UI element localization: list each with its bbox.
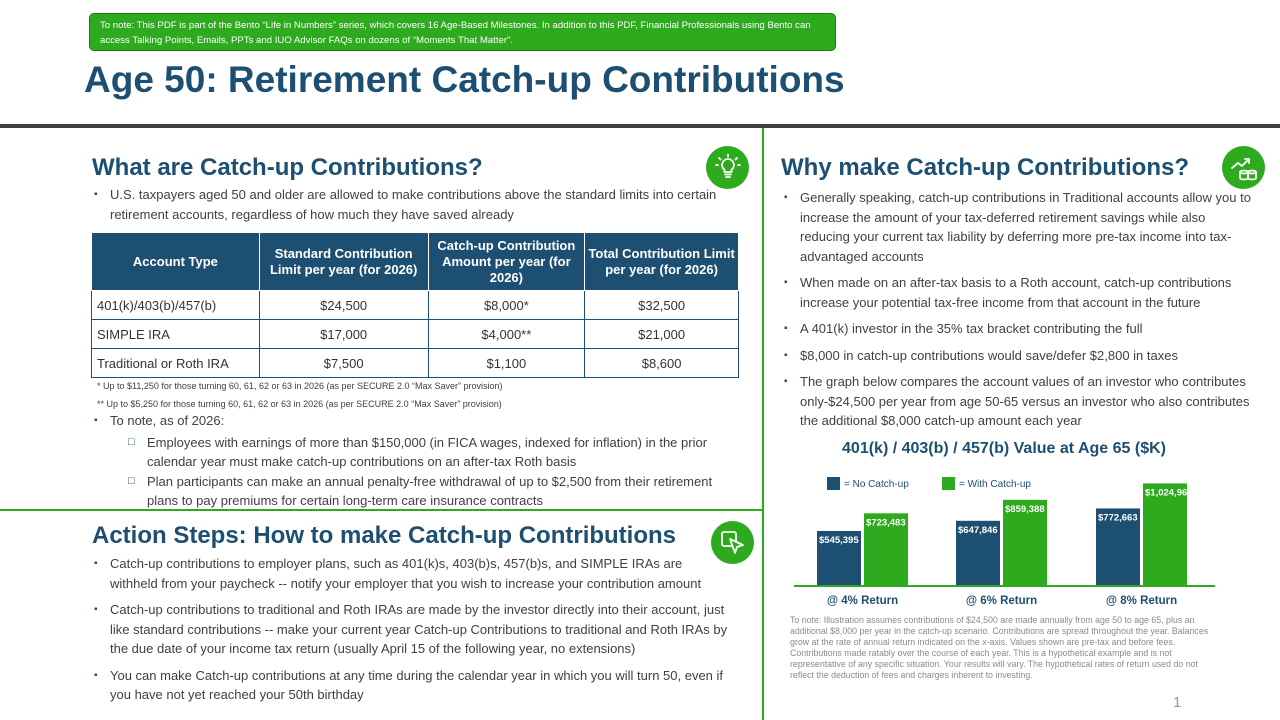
- bar-value-label: $1,024,961: [1145, 487, 1193, 499]
- table-row: [92, 349, 739, 378]
- action-step-item: ▪ Catch-up contributions to employer plans, such as 401(k)s, 403(b)s, 457(b)s, and SIMPLE IRAs are withheld from your paycheck -- notify your employer that you wish to increase your contribution amount: [92, 554, 732, 593]
- why-reason-item: ▪ When made on an after-tax basis to a Roth account, catch-up contributions increase your potential tax-free income from that account in the future: [782, 273, 1252, 312]
- table-cell: 401(k)/403(b)/457(b): [92, 291, 260, 320]
- table-row: [92, 291, 739, 320]
- note-sublist: [110, 433, 742, 511]
- note-sub-item: □ Plan participants can make an annual penalty-free withdrawal of up to $2,500 from their retirement plans to pay premiums for certain long-term care insurance contracts: [110, 472, 742, 511]
- why-section-heading: Why make Catch-up Contributions?: [781, 154, 1189, 181]
- why-reason-item: ▪ Generally speaking, catch-up contributions in Traditional accounts allow you to increase the amount of your tax-deferred retirement savings while also reducing your current tax liability by deferring more pre-tax income into tax-advantaged accounts: [782, 188, 1252, 266]
- series-note-banner: To note: This PDF is part of the Bento “Life in Numbers” series, which covers 16 Age-Based Milestones. In addition to this PDF, Financial Professionals using Bento can access Talking Points, Emails, PPTs and IUO Advisor FAQs on dozens of “Moments That Matter”.: [89, 13, 836, 51]
- why-reason-item: ▪ A 401(k) investor in the 35% tax bracket contributing the full: [782, 319, 1252, 339]
- what-intro-bullet: ▪ U.S. taxpayers aged 50 and older are allowed to make contributions above the standard limits into certain retirement accounts, regardless of how much they have saved already: [92, 185, 732, 224]
- table-header-cell: Total Contribution Limit per year (for 2026): [585, 233, 739, 291]
- footnote-simple-ira: * Up to $11,250 for those turning 60, 61, 62 or 63 in 2026 (as per SECURE 2.0 “Max Saver” provision): [97, 381, 503, 391]
- table-cell: $7,500: [259, 349, 428, 378]
- action-step-item: ▪ You can make Catch-up contributions at any time during the calendar year in which you will turn 50, even if you have not yet reached your 50th birthday: [92, 666, 732, 705]
- table-cell: $8,000*: [428, 291, 585, 320]
- bar-value-label: $859,388: [1005, 503, 1045, 515]
- category-label: @ 8% Return: [1105, 595, 1178, 607]
- legend-swatch: [942, 477, 955, 490]
- chart-disclaimer: To note: Illustration assumes contributions of $24,500 are made annually from age 50 to age 65, plus an additional $8,000 per year in the catch-up scenario. Contributions are spread throughout the year. Balances grow at the rate of annual return indicated on the x-axis. Values shown are pre-tax and before fees. Contributions made ratably over the course of each year. This is a hypothetical example and is not representative of any specific situation. Your results will vary. The hypothetical rates of return used do not reflect the deduction of fees and charges inherent to investing.: [790, 615, 1209, 680]
- page-number: 1: [1173, 694, 1182, 711]
- page-title: Age 50: Retirement Catch-up Contributions: [84, 59, 845, 100]
- table-cell: $4,000**: [428, 320, 585, 349]
- action-step-item: ▪ Catch-up contributions to traditional and Roth IRAs are made by the investor directly into their account, just like standard contributions -- make your current year Catch-up Contributions to traditional and Roth IRAs by the due date of your income tax return (usually April 15 of the following year, no extensions): [92, 600, 732, 659]
- legend-swatch: [827, 477, 840, 490]
- contribution-limits-table: [91, 232, 739, 378]
- table-cell: $8,600: [585, 349, 739, 378]
- legend-label: = With Catch-up: [959, 479, 1031, 490]
- why-reason-item: ▪ The graph below compares the account values of an investor who contributes only-$24,500 per year from age 50-65 versus an investor who also contributes the additional $8,000 catch-up amount each year: [782, 372, 1252, 431]
- what-intro-list: [92, 185, 732, 224]
- category-label: @ 4% Return: [826, 595, 899, 607]
- table-header-cell: Catch-up Contribution Amount per year (for 2026): [428, 233, 585, 291]
- chart-title: 401(k) / 403(b) / 457(b) Value at Age 65 ($K): [842, 440, 1166, 457]
- note-label: To note, as of 2026:: [110, 413, 225, 428]
- bar-value-label: $647,846: [958, 524, 998, 536]
- table-cell: $17,000: [259, 320, 428, 349]
- bar-value-label: $545,395: [819, 534, 859, 546]
- category-label: @ 6% Return: [965, 595, 1038, 607]
- action-steps-list: [92, 554, 732, 705]
- table-cell: $32,500: [585, 291, 739, 320]
- catchup-value-bar-chart: [790, 468, 1230, 618]
- table-cell: Traditional or Roth IRA: [92, 349, 260, 378]
- column-divider: [762, 128, 764, 720]
- why-reasons-list: [782, 188, 1252, 431]
- what-notes-list: [92, 411, 742, 511]
- chart-bar: [1143, 483, 1187, 585]
- note-list-item: [92, 411, 742, 511]
- footnote-max-saver: ** Up to $5,250 for those turning 60, 61, 62 or 63 in 2026 (as per SECURE 2.0 “Max Saver” provision): [97, 399, 502, 409]
- table-cell: $1,100: [428, 349, 585, 378]
- bar-value-label: $772,663: [1098, 512, 1138, 524]
- legend-label: = No Catch-up: [844, 479, 909, 490]
- title-divider: [0, 124, 1280, 128]
- table-row: [92, 320, 739, 349]
- table-cell: SIMPLE IRA: [92, 320, 260, 349]
- note-sub-item: □ Employees with earnings of more than $150,000 (in FICA wages, indexed for inflation) in the prior calendar year must make catch-up contributions on an after-tax Roth basis: [110, 433, 742, 472]
- lightbulb-icon: [706, 146, 749, 189]
- growth-chart-icon: [1222, 146, 1265, 189]
- table-header-cell: Standard Contribution Limit per year (for 2026): [259, 233, 428, 291]
- why-reason-item: ▪ $8,000 in catch-up contributions would save/defer $2,800 in taxes: [782, 346, 1252, 366]
- table-header-row: [92, 233, 739, 291]
- table-header-cell: Account Type: [92, 233, 260, 291]
- what-section-heading: What are Catch-up Contributions?: [92, 154, 483, 181]
- table-cell: $24,500: [259, 291, 428, 320]
- table-cell: $21,000: [585, 320, 739, 349]
- action-section-heading: Action Steps: How to make Catch-up Contributions: [92, 522, 677, 549]
- bar-value-label: $723,483: [866, 517, 906, 529]
